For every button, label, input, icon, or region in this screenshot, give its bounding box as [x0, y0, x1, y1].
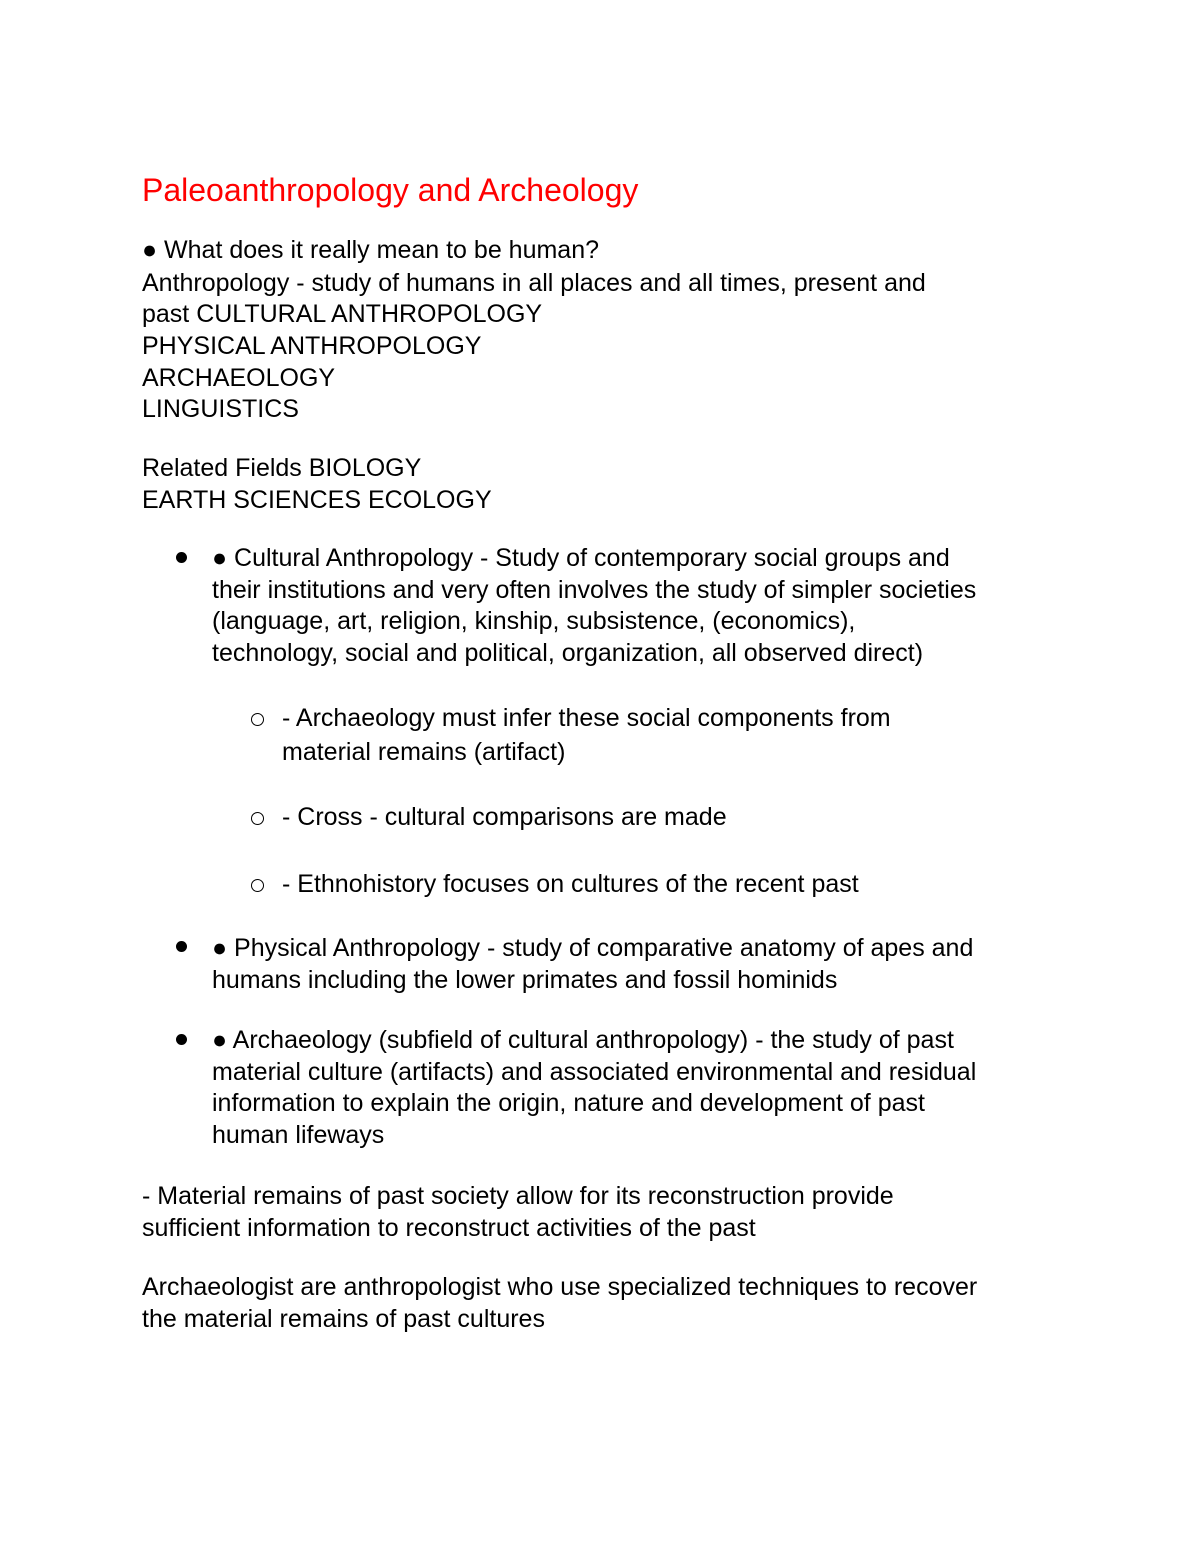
intro-line-3: PHYSICAL ANTHROPOLOGY	[142, 332, 482, 360]
bullet-line: their institutions and very often involves the study of simpler societies	[212, 575, 977, 604]
closing-para1-line1: - Material remains of past society allow for its reconstruction provide	[142, 1182, 894, 1210]
sub-bullet-line: - Archaeology must infer these social components from	[282, 704, 891, 732]
closing-para1-line2: sufficient information to reconstruct activities of the past	[142, 1214, 756, 1242]
closing-para2-line2: the material remains of past cultures	[142, 1305, 545, 1333]
bullet-cultural-anthropology	[212, 543, 976, 669]
bullet-line: technology, social and political, organization, all observed direct)	[212, 638, 924, 667]
sub-bullet-cross-cultural	[282, 802, 727, 834]
bullet-line: humans including the lower primates and fossil hominids	[212, 965, 838, 994]
bullet-line: (language, art, religion, kinship, subsistence, (economics),	[212, 607, 856, 635]
bullet-line: material culture (artifacts) and associated environmental and residual	[212, 1057, 977, 1086]
closing-para2-line1: Archaeologist are anthropologist who use specialized techniques to recover	[142, 1273, 978, 1301]
sub-bullet-line: - Cross - cultural comparisons are made	[282, 803, 727, 831]
circle-bullet-icon	[251, 812, 264, 825]
related-line-1: Related Fields BIOLOGY	[142, 454, 422, 482]
intro-line-2: past CULTURAL ANTHROPOLOGY	[142, 300, 543, 328]
bullet-line: ● Archaeology (subfield of cultural anthropology) - the study of past	[212, 1026, 954, 1054]
bullet-line: ● Cultural Anthropology - Study of contemporary social groups and	[212, 544, 950, 572]
bullet-physical-anthropology	[212, 933, 973, 996]
bullet-line: ● Physical Anthropology - study of comparative anatomy of apes and	[212, 934, 974, 962]
intro-line-4: ARCHAEOLOGY	[142, 364, 336, 392]
bullet-archaeology	[212, 1025, 976, 1151]
bullet-dot-icon	[176, 552, 187, 563]
sub-bullet-ethnohistory	[282, 869, 859, 901]
bullet-line: information to explain the origin, nature and development of past	[212, 1089, 925, 1117]
page-title: Paleoanthropology and Archeology	[142, 172, 639, 208]
sub-bullet-archaeology-infer	[282, 703, 891, 768]
circle-bullet-icon	[251, 713, 264, 726]
intro-line-1: Anthropology - study of humans in all places and all times, present and	[142, 269, 926, 297]
bullet-dot-icon	[176, 1034, 187, 1045]
intro-line-5: LINGUISTICS	[142, 395, 299, 423]
related-line-2: EARTH SCIENCES ECOLOGY	[142, 486, 492, 514]
bullet-dot-icon	[176, 941, 187, 952]
bullet-line: human lifeways	[212, 1120, 385, 1149]
intro-question: ● What does it really mean to be human?	[142, 236, 600, 264]
sub-bullet-line: - Ethnohistory focuses on cultures of the recent past	[282, 870, 859, 898]
sub-bullet-line: material remains (artifact)	[282, 737, 566, 766]
circle-bullet-icon	[251, 879, 264, 892]
